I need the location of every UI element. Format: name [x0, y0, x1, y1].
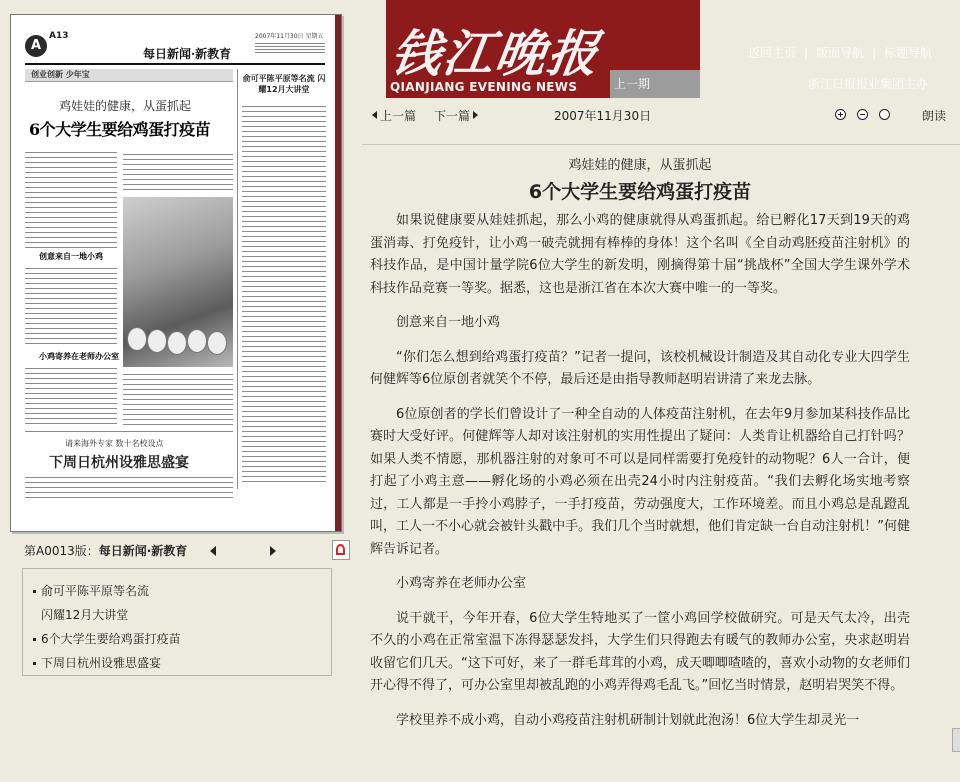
- thumbnail-subhead: 创意来自一地小鸡: [39, 252, 103, 261]
- thumbnail-text-block: [25, 149, 117, 249]
- thumbnail-text-block: [123, 371, 233, 427]
- thumbnail-banner: [25, 69, 233, 82]
- scrollbar-thumb[interactable]: [952, 728, 960, 752]
- page-navigation: [24, 540, 340, 560]
- issue-date: 2007年11月30日: [554, 109, 652, 123]
- article-toolbar: [362, 98, 960, 145]
- pdf-download-icon[interactable]: [332, 540, 350, 560]
- article-list-item-title: 俞可平陈平原等名流: [41, 584, 150, 598]
- article-list-item[interactable]: [41, 651, 331, 675]
- thumbnail-text-block: [25, 365, 117, 427]
- page-badge-icon: A: [25, 35, 47, 57]
- egg-shape: [207, 331, 227, 355]
- thumbnail-text-block: [25, 474, 233, 500]
- egg-shape: [187, 329, 207, 353]
- thumbnail-ad-block: [25, 431, 233, 502]
- thumbnail-meta-lines: [255, 41, 325, 55]
- zoom-in-icon[interactable]: [835, 109, 846, 120]
- next-page-arrow-icon[interactable]: [270, 546, 276, 556]
- sponsor-text: 浙江日报报业集团主办: [808, 77, 929, 91]
- article: [370, 150, 910, 744]
- egg-shape: [127, 327, 147, 351]
- page-navigation-link[interactable]: 版面导航: [816, 46, 865, 60]
- page-label: [24, 542, 187, 559]
- thumbnail-date: 2007年11月30日 星期五: [255, 33, 324, 40]
- thumbnail-text-block: [123, 151, 233, 191]
- article-body: [370, 210, 910, 732]
- article-paragraph: 如果说健康要从娃娃抓起，那么小鸡的健康就得从鸡蛋抓起。给已孵化17天到19天的鸡蛋消毒、打免疫针，让小鸡一破壳就拥有棒棒的身体！这个名叫《全自动鸡胚疫苗注射机》的科技作品，是中国计量学院6位大学生的新发明，刚摘得第十届“挑战杯”全国大学生课外学术科技作品竞赛一等奖。据悉，这也是浙江省在本次大赛中唯一的一等奖。: [370, 213, 910, 296]
- article-list: [22, 568, 332, 676]
- article-subheading: 创意来自一地小鸡: [396, 315, 501, 330]
- page-edge-stripe: [335, 15, 341, 531]
- article-list-item-title: 下周日杭州设雅思盛宴: [41, 656, 162, 670]
- article-paragraph: “你们怎么想到给鸡蛋打疫苗？”记者一提问，该校机械设计制造及其自动化专业大四学生何健辉等6位原创者就笑个不停，最后还是由指导教师赵明岩讲清了来龙去脉。: [370, 349, 910, 387]
- newspaper-page-thumbnail[interactable]: [10, 14, 342, 532]
- page-label-prefix: 第A0013版：: [24, 544, 99, 558]
- thumbnail-photo: [123, 197, 233, 367]
- egg-shape: [167, 331, 187, 355]
- thumbnail-ad-kicker: 请来海外专家 数十名校设点: [65, 439, 164, 448]
- article-kicker: 鸡娃娃的健康，从蛋抓起: [568, 158, 712, 173]
- zoom-out-icon[interactable]: [857, 109, 868, 120]
- thumbnail-side-column: [237, 69, 328, 489]
- top-navigation-links: [748, 44, 932, 61]
- title-navigation-link[interactable]: 标题导航: [884, 46, 933, 60]
- previous-article-link[interactable]: [372, 107, 416, 124]
- article-paragraph: 说干就干，今年开春，6位大学生特地买了一筐小鸡回学校做研究。可是天气太冷，出壳不久的小鸡在正常室温下冻得瑟瑟发抖，大学生们只得跑去有暖气的教师办公室，央求赵明岩收留它们几天。“这下可好，来了一群毛茸茸的小鸡，成天唧唧喳喳的，喜欢小动物的女老师们开心得不得了，可办公室里却被乱跑的小鸡弄得鸡毛乱飞。”回忆当时情景，赵明岩哭笑不得。: [370, 610, 910, 693]
- thumbnail-section: 每日新闻·新教育: [143, 47, 232, 61]
- thumbnail-subhead: 小鸡寄养在老师办公室: [39, 352, 119, 361]
- next-article-link[interactable]: [434, 107, 478, 124]
- previous-issue-button[interactable]: [610, 70, 700, 98]
- previous-page-arrow-icon[interactable]: [210, 546, 216, 556]
- read-aloud-button[interactable]: 朗读: [922, 109, 947, 123]
- thumbnail-kicker: 鸡娃娃的健康，从蛋抓起: [59, 99, 192, 113]
- thumbnail-ad-headline: 下周日杭州设雅思盛宴: [49, 455, 189, 471]
- article-list-item-title-line2: 闪耀12月大讲堂: [41, 608, 129, 622]
- right-arrow-icon: [473, 111, 478, 119]
- masthead-logo[interactable]: [386, 0, 700, 98]
- thumbnail-header: [25, 29, 325, 65]
- page-label-section: 每日新闻·新教育: [98, 544, 188, 558]
- left-arrow-icon: [372, 111, 377, 119]
- thumbnail-banner-text: 创业创新 少年宝: [31, 70, 90, 79]
- thumbnail-headline: 6个大学生要给鸡蛋打疫苗: [29, 120, 211, 139]
- thumbnail-side-title: 俞可平陈平原等名流 闪耀12月大讲堂: [242, 74, 326, 94]
- previous-issue-label: 上一期: [614, 77, 651, 91]
- article-paragraph: 学校里养不成小鸡，自动小鸡疫苗注射机研制计划就此泡汤！6位大学生却灵光一: [396, 712, 860, 728]
- article-list-item[interactable]: [41, 627, 331, 651]
- article-title: 6个大学生要给鸡蛋打疫苗: [528, 181, 752, 203]
- thumbnail-text-block: [25, 265, 117, 345]
- thumbnail-page-number: A13: [49, 31, 69, 41]
- article-subheading: 小鸡寄养在老师办公室: [396, 576, 527, 591]
- link-separator: |: [804, 46, 809, 60]
- left-panel: [0, 0, 362, 782]
- egg-shape: [147, 329, 167, 353]
- logo-chinese-title: 钱江晚报: [387, 24, 604, 83]
- logo-english-title: QIANJIANG EVENING NEWS: [390, 80, 578, 94]
- article-list-item[interactable]: [41, 579, 331, 627]
- thumbnail-text-block: [242, 103, 326, 483]
- article-list-item-title: 6个大学生要给鸡蛋打疫苗: [41, 632, 181, 646]
- previous-article-label: 上一篇: [380, 109, 417, 123]
- zoom-reset-icon[interactable]: [879, 109, 890, 120]
- next-article-label: 下一篇: [434, 109, 471, 123]
- article-paragraph: 6位原创者的学长们曾设计了一种全自动的人体疫苗注射机，在去年9月参加某科技作品比赛时大受好评。何健辉等人却对该注射机的实用性提出了疑问：人类肯让机器给自己打针吗？如果人类不情愿，那机器注射的对象可不可以是同样需要打免疫针的动物呢？6人一合计，便打起了小鸡主意——孵化场的小鸡必须在出壳24小时内注射疫苗。“我们去孵化场实地考察过，工人都是一手拎小鸡脖子，一手打疫苗，劳动强度大，工作环境差。而且小鸡总是乱蹬乱叫，工人一不小心就会被针头戳中手。我们几个当时就想，他们肯定缺一台自动注射机！”何健辉告诉记者。: [370, 406, 910, 557]
- link-separator: |: [872, 46, 877, 60]
- home-link[interactable]: 返回主页: [748, 46, 797, 60]
